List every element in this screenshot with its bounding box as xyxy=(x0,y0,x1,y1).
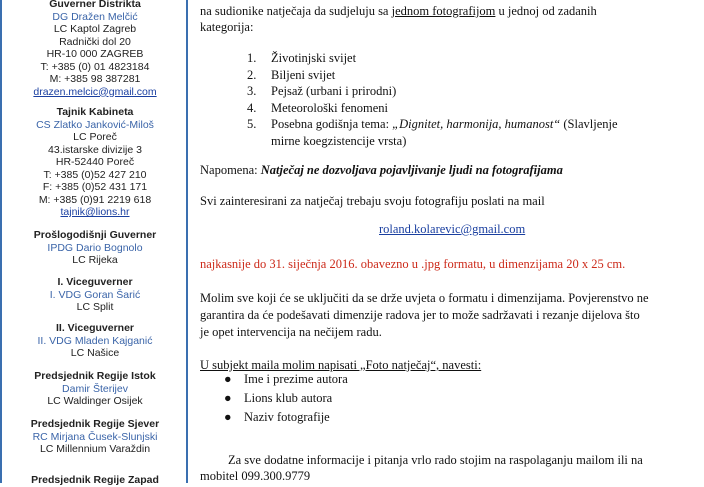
field-item xyxy=(224,408,348,427)
vg2-block xyxy=(2,322,188,360)
intro-post: u jednoj od zadanih xyxy=(495,4,597,18)
contest-email-link[interactable]: roland.kolarevic@gmail.com xyxy=(379,222,526,236)
category-number: 5. xyxy=(247,117,257,131)
field-text: Naziv fotografije xyxy=(244,410,330,424)
closing-line: mobitel 099.300.9779 xyxy=(200,469,311,483)
field-item xyxy=(224,389,348,408)
tajnik-mobile: M: +385 (0)91 2219 618 xyxy=(38,193,152,206)
istok-name: Damir Šterijev xyxy=(62,382,128,395)
vg1-title: I. Viceguverner xyxy=(57,276,133,288)
prosli-block xyxy=(2,229,188,267)
paragraph-line: je opet intervencija na nečijem radu. xyxy=(200,325,382,339)
paragraph-line: garantira da će podešavati dimenzije radova jer to može sadržavati i rezanje dijelova što xyxy=(200,308,640,322)
tajnik-fax: F: +385 (0)52 431 171 xyxy=(42,181,148,193)
closing-line: Za sve dodatne informacije i pitanja vrlo rado stojim na raspolaganju mailom ili na xyxy=(228,453,643,467)
category-text: Pejsaž (urbani i prirodni) xyxy=(271,84,397,98)
note-text: Natječaj ne dozvoljava pojavljivanje ljudi na fotografijama xyxy=(260,163,563,177)
intro-underlined: jednom fotografijom xyxy=(391,4,496,18)
category-text: Posebna godišnja tema: xyxy=(271,117,393,131)
category-number: 1. xyxy=(247,51,257,65)
intro-pre: na sudionike natječaja da sudjeluju sa xyxy=(200,4,392,18)
send-instruction: Svi zainteresirani za natječaj trebaju svoju fotografiju poslati na mail xyxy=(200,194,545,208)
guverner-name: DG Dražen Melčić xyxy=(52,10,138,23)
sjever-club: LC Millennium Varaždin xyxy=(39,443,151,455)
tajnik-phone: T: +385 (0)52 427 210 xyxy=(43,168,147,181)
category-text: Životinjski svijet xyxy=(271,51,357,65)
prosli-club: LC Rijeka xyxy=(72,254,118,266)
tajnik-street: 43.istarske divizije 3 xyxy=(48,143,142,156)
guverner-email-link[interactable]: drazen.melcic@gmail.com xyxy=(33,85,157,98)
sidebar xyxy=(0,0,188,486)
istok-club: LC Waldinger Osijek xyxy=(47,395,143,407)
istok-title: Predsjednik Regije Istok xyxy=(34,370,156,382)
bullet-icon: ● xyxy=(224,372,232,386)
zapad-block xyxy=(2,474,188,487)
tajnik-name: CS Zlatko Janković-Miloš xyxy=(36,118,154,131)
category-number: 4. xyxy=(247,100,257,115)
guverner-city: HR-10 000 ZAGREB xyxy=(46,48,144,60)
vg2-title: II. Viceguverner xyxy=(55,322,134,334)
required-fields-list xyxy=(224,370,348,427)
intro-line xyxy=(200,3,597,19)
letter-body xyxy=(200,0,696,483)
guverner-title: Guverner Distrikta xyxy=(49,0,141,10)
bullet-icon: ● xyxy=(224,410,232,424)
tajnik-club: LC Poreč xyxy=(73,131,117,143)
sjever-block xyxy=(2,418,188,456)
field-item xyxy=(224,370,348,389)
vg2-name: II. VDG Mladen Kajganić xyxy=(37,334,153,347)
guverner-street: Radnički dol 20 xyxy=(59,35,131,48)
prosli-title: Prošlogodišnji Guverner xyxy=(33,229,157,241)
category-item xyxy=(247,116,618,133)
guverner-phone: T: +385 (0) 01 4823184 xyxy=(40,60,150,73)
guverner-block xyxy=(2,0,188,98)
tajnik-block xyxy=(2,106,188,219)
vg2-club: LC Našice xyxy=(70,347,120,359)
intro-line-2: kategorija: xyxy=(200,20,254,34)
category-number: 3. xyxy=(247,84,257,98)
bullet-icon: ● xyxy=(224,391,232,405)
note-line xyxy=(200,162,563,178)
vg1-club: LC Split xyxy=(76,301,114,313)
istok-block xyxy=(2,370,188,408)
deadline-text: najkasnije do 31. siječnja 2016. obavezno u .jpg formatu, u dimenzijama 20 x 25 cm. xyxy=(200,257,626,271)
guverner-mobile: M: +385 98 387281 xyxy=(49,73,141,85)
field-text: Lions klub autora xyxy=(244,391,333,405)
special-theme-post: (Slavljenje xyxy=(560,117,618,131)
special-theme-line2: mirne koegzistencije vrsta) xyxy=(271,133,407,148)
category-text: Biljeni svijet xyxy=(271,67,336,82)
note-label: Napomena: xyxy=(200,163,261,177)
tajnik-title: Tajnik Kabineta xyxy=(56,106,134,118)
subject-instruction: U subjekt maila molim napisati „Foto natječaj“, navesti: xyxy=(200,358,482,372)
zapad-title: Predsjednik Regije Zapad xyxy=(31,474,159,486)
category-list xyxy=(247,50,618,149)
category-item xyxy=(247,50,618,67)
sjever-name: RC Mirjana Čusek-Slunjski xyxy=(32,430,158,443)
tajnik-city: HR-52440 Poreč xyxy=(55,156,135,168)
category-item xyxy=(247,100,618,117)
field-text: Ime i prezime autora xyxy=(244,372,348,386)
category-text: Meteorološki fenomeni xyxy=(271,100,388,115)
prosli-name: IPDG Dario Bognolo xyxy=(47,241,143,254)
tajnik-email-link[interactable]: tajnik@lions.hr xyxy=(60,206,130,218)
guverner-club: LC Kaptol Zagreb xyxy=(53,23,137,35)
sjever-title: Predsjednik Regije Sjever xyxy=(30,418,160,430)
vg1-block xyxy=(2,276,188,314)
paragraph-line: Molim sve koji će se uključiti da se drže uvjeta o formatu i dimenzijama. Povjerenstvo ne xyxy=(200,291,649,305)
category-number: 2. xyxy=(247,67,257,82)
vg1-name: I. VDG Goran Šarić xyxy=(49,288,141,301)
special-theme: „Dignitet, harmonija, humanost“ xyxy=(392,117,561,131)
category-item xyxy=(247,67,618,84)
category-item-continued xyxy=(247,133,618,150)
category-item xyxy=(247,83,618,100)
